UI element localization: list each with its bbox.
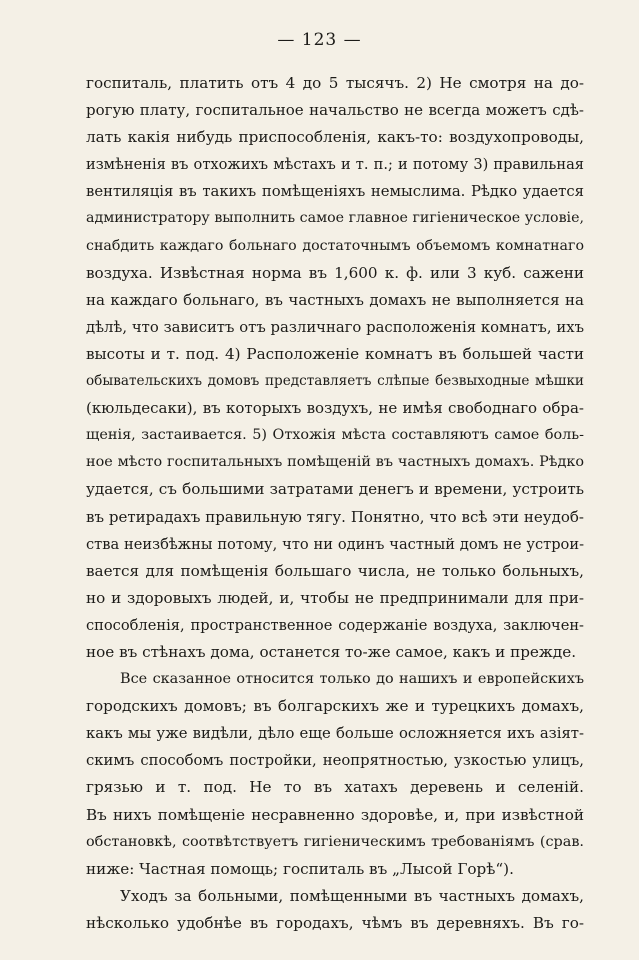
text-line: воздуха. Извѣстная норма въ 1,600 к. ф. или 3 куб. сажени	[86, 263, 584, 282]
text-line: городскихъ домовъ; въ болгарскихъ же и турецкихъ домахъ,	[86, 697, 584, 716]
text-line: способленія, пространственное содержаніе воздуха, заключен-	[86, 616, 584, 634]
text-line: Уходъ за больными, помѣщенными въ частныхъ домахъ,	[120, 886, 584, 905]
text-line: ниже: Частная помощь; госпиталь въ „Лысой Горѣ“).	[86, 859, 514, 878]
text-line: обывательскихъ домовъ представляетъ слѣпые безвыходные мѣшки	[86, 373, 584, 390]
text-line: скимъ способомъ постройки, неопрятностью, узкостью улицъ,	[86, 752, 584, 770]
text-line: какъ мы уже видѣли, дѣло еще больше осложняется ихъ азіят-	[86, 725, 584, 743]
text-line: удается, съ большими затратами денегъ и времени, устроить	[86, 480, 584, 499]
text-line: лать какія нибудь приспособленія, какъ-то: воздухопроводы,	[86, 128, 584, 147]
text-line: Все сказанное относится только до нашихъ и европейскихъ	[120, 671, 584, 688]
body-text	[86, 70, 584, 937]
text-line: въ ретирадахъ правильную тягу. Понятно, что всѣ эти неудоб-	[86, 507, 584, 526]
text-line: вается для помѣщенія большаго числа, не только больныхъ,	[86, 561, 584, 580]
text-line: вентиляція въ такихъ помѣщеніяхъ немыслима. Рѣдко удается	[86, 183, 584, 201]
text-line: грязью и т. под. Не то въ хатахъ деревень и селеній.	[86, 778, 584, 797]
text-line: но и здоровыхъ людей, и, чтобы не предпринимали для при-	[86, 588, 584, 607]
text-line: ства неизбѣжны потому, что ни одинъ частный домъ не устрои-	[86, 535, 584, 553]
text-line: снабдить каждаго больнаго достаточнымъ объемомъ комнатнаго	[86, 237, 584, 254]
text-line: администратору выполнить самое главное гигіеническое условіе,	[86, 210, 584, 227]
text-line: измѣненія въ отхожихъ мѣстахъ и т. п.; и потому 3) правильная	[86, 156, 584, 174]
text-line: Въ нихъ помѣщеніе несравненно здоровѣе, и, при извѣстной	[86, 805, 584, 824]
text-line: нѣсколько удобнѣе въ городахъ, чѣмъ въ деревняхъ. Въ го-	[86, 913, 584, 932]
text-line: щенія, застаивается. 5) Отхожія мѣста составляютъ самое боль-	[86, 427, 584, 444]
text-line: рогую плату, госпитальное начальство не всегда можетъ сдѣ-	[86, 101, 584, 120]
text-line: (кюльдесаки), въ которыхъ воздухъ, не имѣя свободнаго обра-	[86, 399, 584, 418]
page-number: — 123 —	[277, 30, 362, 50]
text-line: на каждаго больнаго, въ частныхъ домахъ не выполняется на	[86, 290, 584, 309]
text-line: госпиталь, платить отъ 4 до 5 тысячъ. 2) Не смотря на до-	[86, 74, 584, 92]
text-line: ное мѣсто госпитальныхъ помѣщеній въ частныхъ домахъ. Рѣдко	[86, 454, 584, 471]
text-line: ное въ стѣнахъ дома, останется то-же самое, какъ и прежде.	[86, 642, 577, 661]
text-line: дѣлѣ, что зависитъ отъ различнаго расположенія комнатъ, ихъ	[86, 318, 584, 336]
text-line: высоты и т. под. 4) Расположеніе комнатъ въ большей части	[86, 344, 584, 363]
text-line: обстановкѣ, соотвѣтствуетъ гигіеническимъ требованіямъ (срав.	[86, 833, 584, 850]
